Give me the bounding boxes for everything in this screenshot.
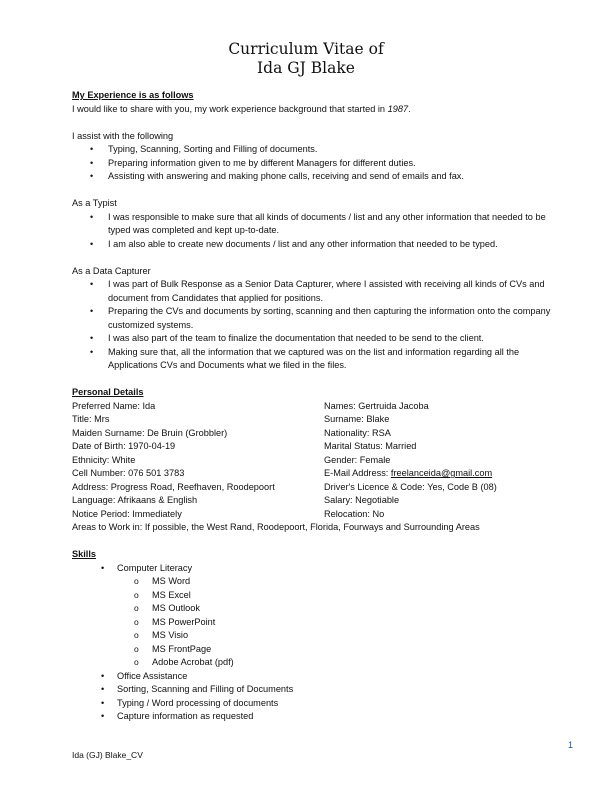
names: Names: Gertruida Jacoba <box>324 400 429 411</box>
list-item: • Making sure that, all the information that we captured was on the list and information regarding all the Applications CVs and Documents what we filed in the files. <box>72 346 552 373</box>
list-item: • I was part of Bulk Response as a Senior Data Capturer, where I assisted with receiving all kinds of CVs and document from Candidates that applied for positions. <box>72 278 552 305</box>
ethnicity: Ethnicity: White <box>72 454 136 465</box>
marital-status: Marital Status: Married <box>324 441 417 451</box>
assist-list <box>72 143 552 184</box>
surname: Surname: Blake <box>324 414 390 424</box>
list-item: • I am also able to create new documents / list and any other information that needed to be typed. <box>72 238 552 252</box>
list-item: • Sorting, Scanning and Filling of Documents <box>72 683 552 697</box>
cv-title: Curriculum Vitae of <box>228 40 384 58</box>
list-item: o MS Excel <box>117 589 552 603</box>
computer-literacy: Computer Literacy <box>117 562 193 573</box>
email-address: E-Mail Address: freelanceida@gmail.com <box>324 468 493 478</box>
experience-intro: I would like to share with you, my work experience background that started in 1987. <box>72 103 411 114</box>
list-item: • Preparing information given to me by different Managers for different duties. <box>72 157 552 171</box>
list-item: • Typing / Word processing of documents <box>72 697 552 711</box>
notice-period: Notice Period: Immediately <box>72 508 182 519</box>
list-item: o MS PowerPoint <box>117 616 552 630</box>
start-year: 1987 <box>387 103 409 114</box>
cv-body <box>72 89 552 724</box>
computer-skills-list <box>117 575 552 670</box>
relocation: Relocation: No <box>324 508 385 519</box>
typist-list <box>72 211 552 252</box>
list-item: o Adobe Acrobat (pdf) <box>117 656 552 670</box>
typist-label: As a Typist <box>72 198 117 208</box>
list-item: • Office Assistance <box>72 670 552 684</box>
address: Address: Progress Road, Reefhaven, Roodepoort <box>72 481 275 492</box>
list-item <box>72 562 552 670</box>
personal-heading: Personal Details <box>72 387 144 397</box>
list-item: • I was also part of the team to finalize the documentation that needed to be send to the client. <box>72 332 552 346</box>
preferred-name: Preferred Name: Ida <box>72 400 156 411</box>
cv-name: Ida GJ Blake <box>257 59 355 77</box>
salary: Salary: Negotiable <box>324 495 400 505</box>
list-item: • Assisting with answering and making phone calls, receiving and send of emails and fax. <box>72 170 552 184</box>
capturer-list <box>72 278 552 373</box>
list-item: • I was responsible to make sure that all kinds of documents / list and any other information that needed to be typed was completed and kept up-to-date. <box>72 211 552 238</box>
areas-to-work: Areas to Work in: If possible, the West Rand, Roodepoort, Florida, Fourways and Surrounding Areas <box>72 522 480 532</box>
assist-label: I assist with the following <box>72 130 174 141</box>
nationality: Nationality: RSA <box>324 427 391 438</box>
skills-list <box>72 562 552 724</box>
page-number: 1 <box>568 740 574 750</box>
footer-text: Ida (GJ) Blake_CV <box>72 750 143 760</box>
capturer-label: As a Data Capturer <box>72 265 151 276</box>
drivers-licence: Driver's Licence & Code: Yes, Code B (08) <box>324 481 497 492</box>
email-link[interactable]: freelanceida@gmail.com <box>390 468 493 478</box>
date-of-birth: Date of Birth: 1970-04-19 <box>72 441 176 451</box>
title-field: Title: Mrs <box>72 414 110 424</box>
language: Language: Afrikaans & English <box>72 495 198 505</box>
experience-heading: My Experience is as follows <box>72 90 194 100</box>
list-item: • Capture information as requested <box>72 710 552 724</box>
list-item: o MS FrontPage <box>117 643 552 657</box>
list-item: • Preparing the CVs and documents by sorting, scanning and then capturing the information onto the company customized systems. <box>72 305 552 332</box>
list-item: o MS Visio <box>117 629 552 643</box>
gender: Gender: Female <box>324 454 391 465</box>
cell-number: Cell Number: 076 501 3783 <box>72 468 185 478</box>
list-item: o MS Word <box>117 575 552 589</box>
list-item: • Typing, Scanning, Sorting and Filling of documents. <box>72 143 552 157</box>
maiden-surname: Maiden Surname: De Bruin (Grobbler) <box>72 427 228 438</box>
personal-details-grid <box>72 400 552 522</box>
skills-heading: Skills <box>72 549 97 559</box>
list-item: o MS Outlook <box>117 602 552 616</box>
